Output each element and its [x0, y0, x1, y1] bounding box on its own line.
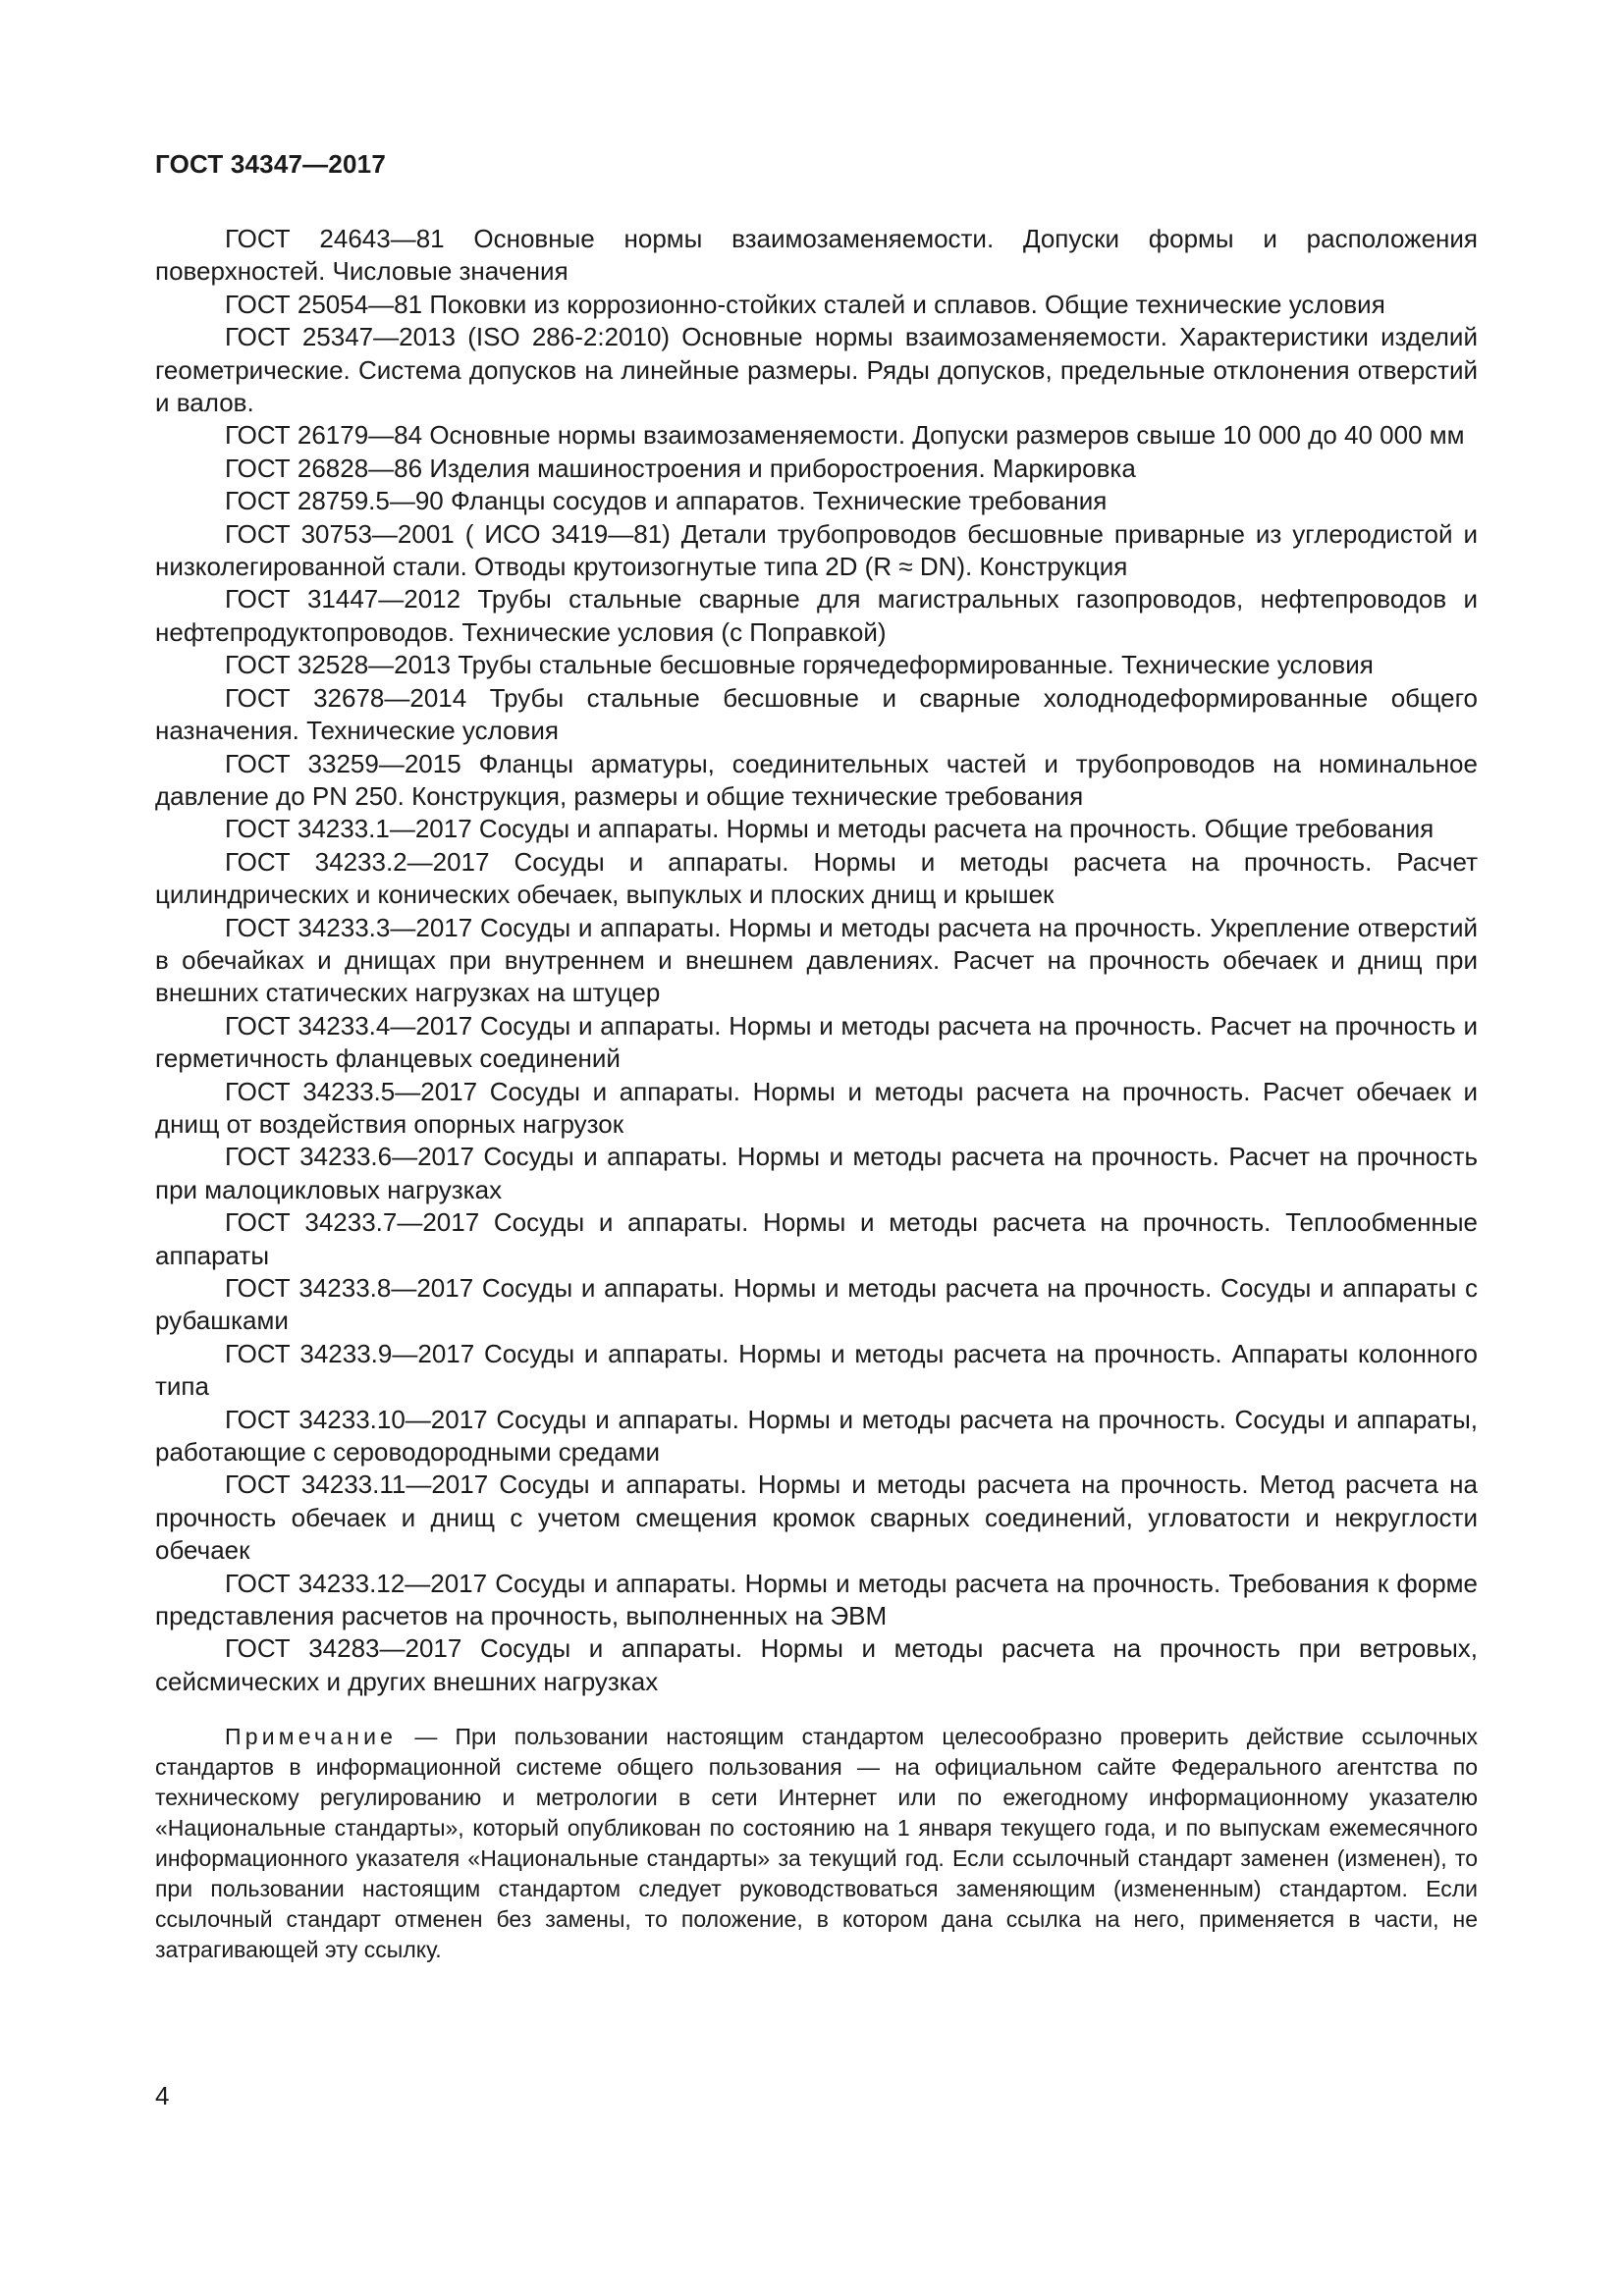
- reference-entries: [155, 223, 1478, 1698]
- reference-number: ГОСТ 26179—84: [225, 420, 423, 451]
- reference-item: [155, 485, 1478, 517]
- reference-title: Сосуды и аппараты. Нормы и методы расчета на прочность. Расчет обечаек и днищ от воздействия опорных нагрузок: [155, 1076, 1478, 1139]
- reference-number: ГОСТ 34233.2—2017: [225, 846, 490, 877]
- reference-item: [155, 1468, 1478, 1567]
- reference-item: [155, 813, 1478, 845]
- reference-title: Сосуды и аппараты. Нормы и методы расчета на прочность. Аппараты колонного типа: [155, 1338, 1479, 1402]
- reference-item: [155, 748, 1478, 814]
- reference-number: ГОСТ 25054—81: [225, 289, 423, 319]
- reference-number: ГОСТ 34283—2017: [225, 1633, 462, 1664]
- reference-title: Сосуды и аппараты. Нормы и методы расчета на прочность. Укрепление отверстий в обечайках и днищах при внутреннем и внешнем давлениях. Расчет на прочность обечаек и днищ при внешних статических нагрузках на штуцер: [155, 912, 1478, 1008]
- reference-title: Сосуды и аппараты. Нормы и методы расчета на прочность. Расчет на прочность при малоцикловых нагрузках: [155, 1142, 1478, 1204]
- reference-title: Изделия машиностроения и приборостроения. Маркировка: [429, 453, 1136, 483]
- reference-number: ГОСТ 34233.12—2017: [225, 1568, 488, 1598]
- reference-title: Сосуды и аппараты. Нормы и методы расчета на прочность. Расчет на прочность и герметичность фланцевых соединений: [155, 1010, 1478, 1074]
- reference-title: Трубы стальные сварные для магистральных газопроводов, нефтепроводов и нефтепродуктопроводов. Технические условия (с Поправкой): [155, 584, 1478, 647]
- reference-item: [155, 223, 1478, 289]
- reference-number: ГОСТ 34233.11—2017: [225, 1469, 489, 1500]
- reference-number: ГОСТ 34233.5—2017: [225, 1076, 478, 1106]
- reference-title: Трубы стальные бесшовные горячедеформированные. Технические условия: [458, 650, 1374, 680]
- reference-title: Фланцы арматуры, соединительных частей и трубопроводов на номинальное давление до PN 250. Конструкция, размеры и общие технические требования: [155, 748, 1478, 811]
- reference-item: [155, 1404, 1478, 1469]
- reference-item: [155, 1272, 1478, 1338]
- reference-title: Сосуды и аппараты. Нормы и методы расчета на прочность. Сосуды и аппараты с рубашками: [155, 1273, 1478, 1336]
- reference-item: [155, 419, 1478, 452]
- reference-number: ГОСТ 32678—2014: [225, 682, 467, 713]
- reference-number: ГОСТ 28759.5—90: [225, 486, 444, 516]
- reference-number: ГОСТ 34233.8—2017: [225, 1273, 474, 1303]
- note-text: При пользовании настоящим стандартом целесообразно проверить действие ссылочных стандартов в информационной системе общего пользования — на официальном сайте Федерального агентства по техническому регулированию и метрологии в сети Интернет или по ежегодному информационному указателю «Национальные стандарты», который опубликован по состоянию на 1 января текущего года, и по выпускам ежемесячного информационного указателя «Национальные стандарты» за текущий год. Если ссылочный стандарт заменен (изменен), то при пользовании настоящим стандартом следует руководствоваться заменяющим (измененным) стандартом. Если ссылочный стандарт отменен без замены, то положение, в котором дана ссылка на него, применяется в части, не затрагивающей эту ссылку.: [155, 1724, 1479, 1963]
- reference-number: ГОСТ 33259—2015: [225, 748, 461, 778]
- reference-item: [155, 1206, 1478, 1272]
- reference-item: [155, 583, 1478, 649]
- reference-title: Сосуды и аппараты. Нормы и методы расчета на прочность. Теплообменные аппараты: [155, 1207, 1478, 1270]
- reference-number: ГОСТ 32528—2013: [225, 650, 452, 680]
- reference-number: ГОСТ 30753—2001: [225, 518, 455, 549]
- reference-item: [155, 1076, 1478, 1142]
- reference-title: Сосуды и аппараты. Нормы и методы расчета на прочность. Общие требования: [478, 814, 1435, 844]
- reference-title: Трубы стальные бесшовные и сварные холоднодеформированные общего назначения. Технические условия: [155, 682, 1478, 746]
- reference-title: Сосуды и аппараты. Нормы и методы расчета на прочность при ветровых, сейсмических и других внешних нагрузках: [155, 1633, 1478, 1696]
- reference-title: Фланцы сосудов и аппаратов. Технические требования: [451, 486, 1108, 516]
- reference-item: [155, 453, 1478, 485]
- reference-title: ( ИСО 3419—81) Детали трубопроводов бесшовные приварные из углеродистой и низколегированной стали. Отводы крутоизогнутые типа 2D (R ≈ DN). Конструкция: [155, 518, 1478, 582]
- reference-number: ГОСТ 34233.9—2017: [225, 1338, 475, 1368]
- reference-item: [155, 846, 1478, 912]
- reference-number: ГОСТ 34233.4—2017: [225, 1010, 473, 1041]
- reference-number: ГОСТ 34233.7—2017: [225, 1207, 480, 1238]
- reference-item: [155, 1568, 1478, 1633]
- reference-item: [155, 289, 1478, 321]
- reference-number: ГОСТ 34233.10—2017: [225, 1404, 488, 1434]
- reference-item: [155, 321, 1478, 419]
- note-paragraph: [155, 1722, 1478, 1965]
- reference-number: ГОСТ 31447—2012: [225, 584, 461, 614]
- reference-title: Сосуды и аппараты. Нормы и методы расчета на прочность. Расчет цилиндрических и конических обечаек, выпуклых и плоских днищ и крышек: [155, 846, 1478, 910]
- reference-title: Сосуды и аппараты. Нормы и методы расчета на прочность. Сосуды и аппараты, работающие с сероводородными средами: [155, 1404, 1478, 1468]
- reference-title: (ISO 286-2:2010) Основные нормы взаимозаменяемости. Характеристики изделий геометрические. Система допусков на линейные размеры. Ряды допусков, предельные отклонения отверстий и валов.: [155, 322, 1478, 418]
- note-label: Примечание: [225, 1724, 398, 1750]
- reference-item: [155, 649, 1478, 681]
- reference-item: [155, 912, 1478, 1010]
- reference-item: [155, 1338, 1478, 1404]
- reference-item: [155, 682, 1478, 748]
- normative-references-list: [155, 223, 1478, 1965]
- reference-number: ГОСТ 26828—86: [225, 453, 423, 483]
- reference-item: [155, 1632, 1478, 1698]
- reference-title: Сосуды и аппараты. Нормы и методы расчета на прочность. Требования к форме представления расчетов на прочность, выполненных на ЭВМ: [155, 1568, 1478, 1631]
- reference-number: ГОСТ 34233.1—2017: [225, 814, 472, 844]
- document-code-header: ГОСТ 34347—2017: [155, 149, 386, 179]
- reference-title: Основные нормы взаимозаменяемости. Допуски формы и расположения поверхностей. Числовые значения: [155, 224, 1478, 287]
- page-number: 4: [155, 2081, 170, 2110]
- reference-title: Сосуды и аппараты. Нормы и методы расчета на прочность. Метод расчета на прочность обечаек и днищ с учетом смещения кромок сварных соединений, угловатости и некруглости обечаек: [155, 1469, 1478, 1566]
- reference-title: Поковки из коррозионно-стойких сталей и сплавов. Общие технические условия: [429, 289, 1385, 319]
- reference-number: ГОСТ 34233.3—2017: [225, 912, 473, 942]
- note-dash: —: [414, 1724, 438, 1750]
- reference-number: ГОСТ 34233.6—2017: [225, 1142, 474, 1172]
- reference-title: Основные нормы взаимозаменяемости. Допуски размеров свыше 10 000 до 40 000 мм: [429, 420, 1465, 451]
- reference-number: ГОСТ 25347—2013: [225, 322, 456, 352]
- reference-item: [155, 1141, 1478, 1206]
- reference-item: [155, 518, 1478, 584]
- reference-item: [155, 1010, 1478, 1076]
- reference-number: ГОСТ 24643—81: [225, 224, 445, 253]
